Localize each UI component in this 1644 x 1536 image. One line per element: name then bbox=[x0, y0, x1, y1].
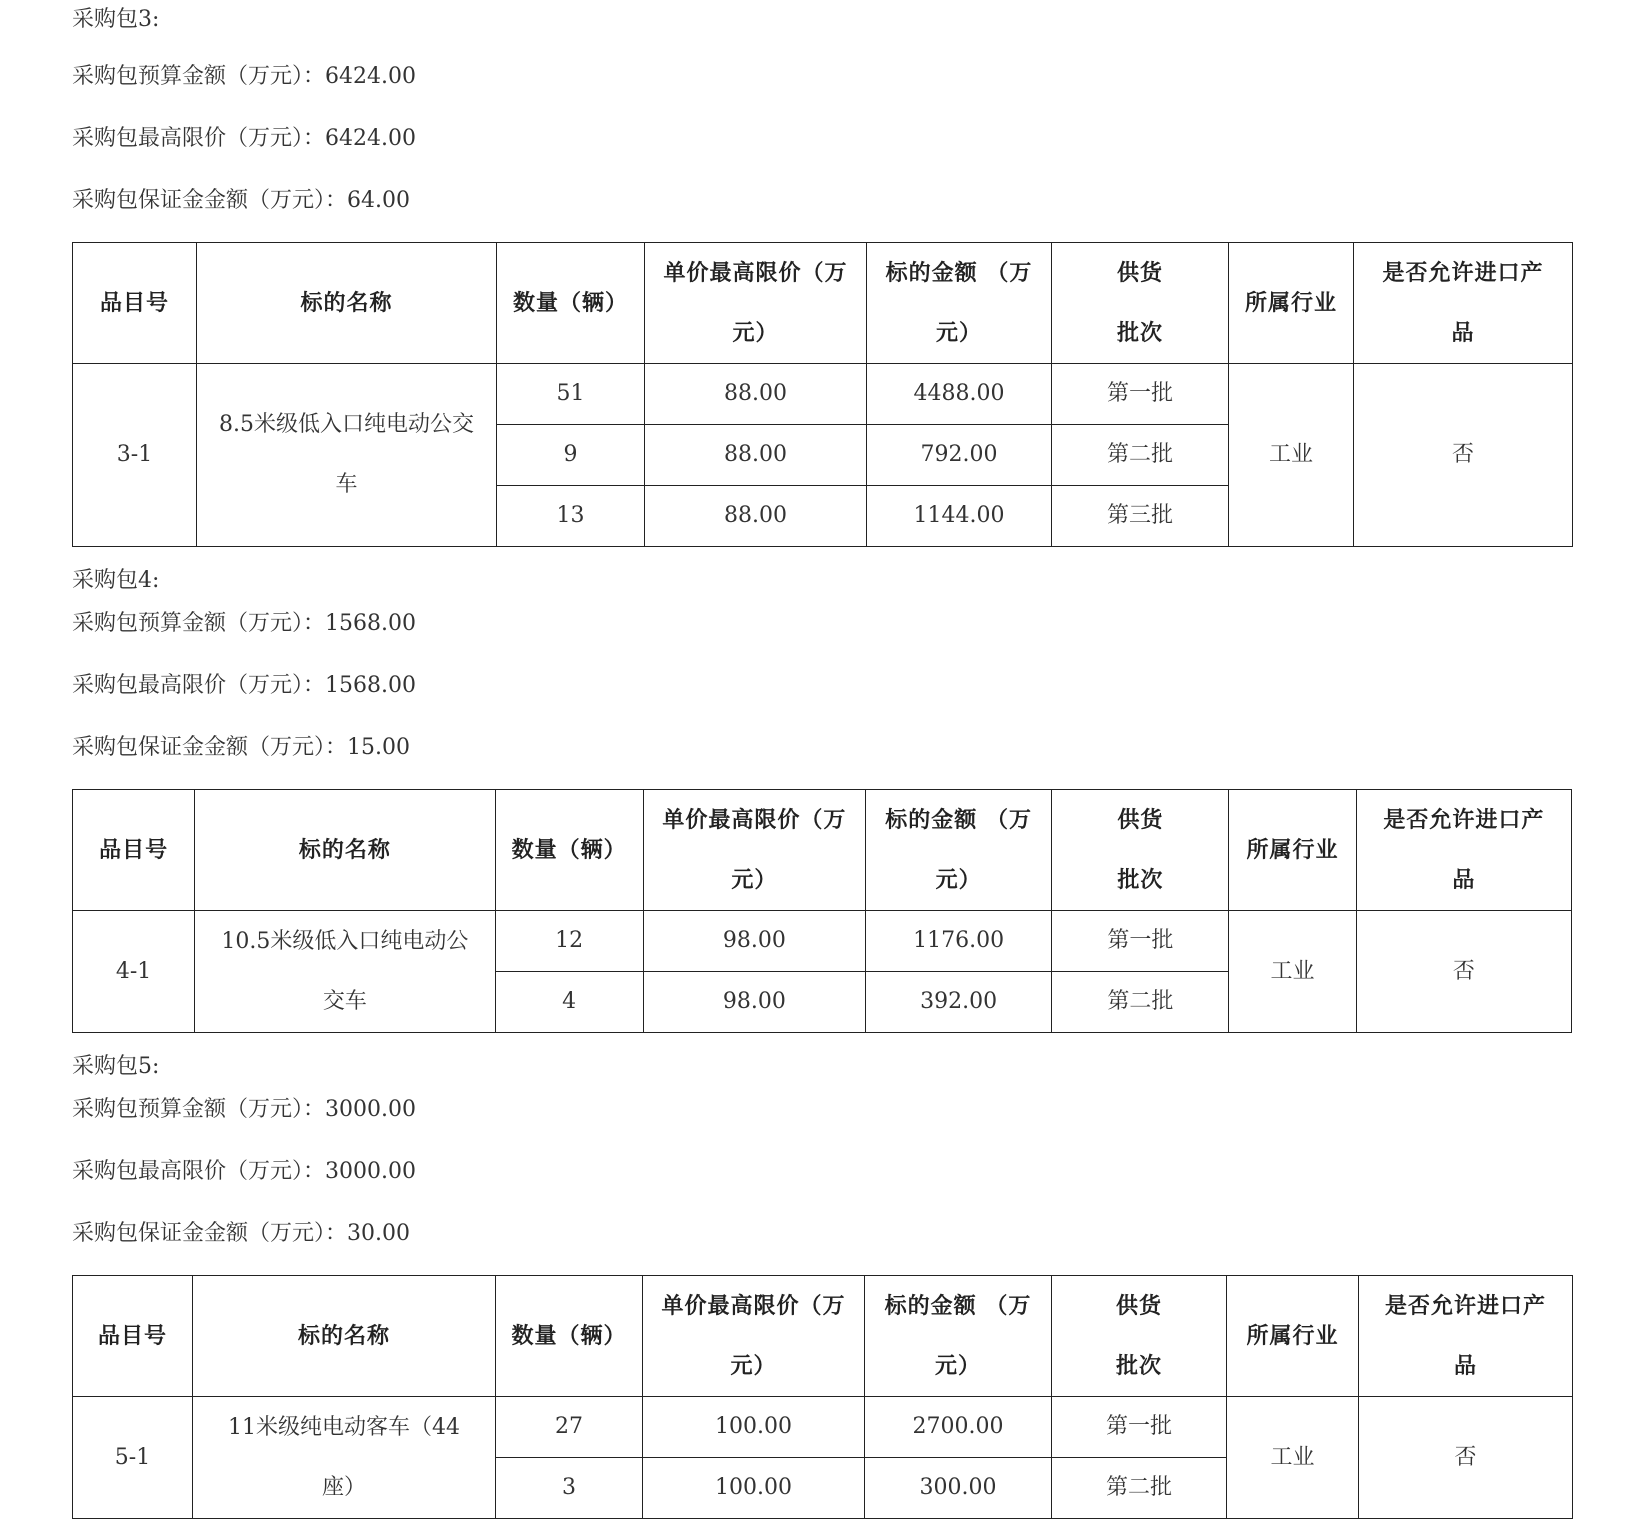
cell-batch: 第三批 bbox=[1052, 486, 1229, 547]
document-body bbox=[72, 0, 1572, 1519]
header-import-line-2: 品 bbox=[1453, 1353, 1477, 1379]
cell-name-line-2: 座） bbox=[321, 1474, 366, 1500]
header-batch bbox=[1052, 243, 1229, 364]
header-import-line-1: 是否允许进口产 bbox=[1383, 807, 1545, 833]
header-batch-line-1: 供货 bbox=[1117, 807, 1164, 833]
cell-qty: 9 bbox=[497, 425, 645, 486]
header-import-line-1: 是否允许进口产 bbox=[1382, 260, 1544, 286]
package-deposit: 采购包保证金金额（万元）：30.00 bbox=[72, 1221, 410, 1246]
package-budget: 采购包预算金额（万元）：1568.00 bbox=[72, 611, 416, 636]
cell-qty: 13 bbox=[497, 486, 645, 547]
cell-amount: 1144.00 bbox=[867, 486, 1052, 547]
header-amount-line-1: 标的金额 （万 bbox=[885, 807, 1032, 833]
header-batch bbox=[1052, 1276, 1227, 1397]
cell-name bbox=[197, 364, 497, 547]
table-header-row bbox=[73, 243, 1573, 364]
header-industry: 所属行业 bbox=[1227, 1276, 1359, 1397]
table-row bbox=[73, 911, 1572, 972]
cell-qty: 4 bbox=[495, 972, 643, 1033]
cell-name-line-2: 车 bbox=[335, 472, 358, 497]
items-table bbox=[72, 242, 1573, 547]
header-amount-line-2: 元） bbox=[935, 320, 982, 346]
cell-amount: 4488.00 bbox=[867, 364, 1052, 425]
header-import bbox=[1356, 790, 1571, 911]
header-unit-price bbox=[645, 243, 867, 364]
cell-name-line-1: 11米级纯电动客车（44 bbox=[228, 1414, 460, 1440]
cell-qty: 3 bbox=[496, 1458, 643, 1519]
header-industry: 所属行业 bbox=[1229, 790, 1356, 911]
header-qty: 数量（辆） bbox=[495, 790, 643, 911]
cell-batch: 第二批 bbox=[1052, 972, 1229, 1033]
header-name: 标的名称 bbox=[193, 1276, 496, 1397]
cell-batch: 第一批 bbox=[1052, 911, 1229, 972]
header-amount bbox=[866, 790, 1052, 911]
header-import-line-2: 品 bbox=[1452, 867, 1476, 893]
header-item-no: 品目号 bbox=[73, 1276, 193, 1397]
package-deposit: 采购包保证金金额（万元）：15.00 bbox=[72, 735, 410, 760]
cell-batch: 第一批 bbox=[1052, 1397, 1227, 1458]
header-amount-line-1: 标的金额 （万 bbox=[885, 260, 1033, 286]
package-max-price: 采购包最高限价（万元）：3000.00 bbox=[72, 1159, 416, 1184]
cell-amount: 1176.00 bbox=[866, 911, 1052, 972]
cell-name-line-1: 8.5米级低入口纯电动公交 bbox=[219, 412, 474, 437]
header-amount bbox=[867, 243, 1052, 364]
cell-unit-price: 100.00 bbox=[643, 1397, 865, 1458]
cell-unit-price: 88.00 bbox=[645, 425, 867, 486]
header-import bbox=[1359, 1276, 1573, 1397]
cell-qty: 12 bbox=[495, 911, 643, 972]
cell-batch: 第一批 bbox=[1052, 364, 1229, 425]
package-label: 采购包4: bbox=[72, 568, 160, 593]
package-max-price: 采购包最高限价（万元）：1568.00 bbox=[72, 673, 416, 698]
header-qty: 数量（辆） bbox=[497, 243, 645, 364]
header-unit-price-line-1: 单价最高限价（万 bbox=[661, 1293, 846, 1319]
cell-industry: 工业 bbox=[1227, 1397, 1359, 1519]
cell-industry: 工业 bbox=[1229, 364, 1354, 547]
header-batch-line-1: 供货 bbox=[1116, 260, 1163, 286]
header-import bbox=[1354, 243, 1573, 364]
package-deposit: 采购包保证金金额（万元）：64.00 bbox=[72, 188, 410, 213]
header-amount-line-2: 元） bbox=[934, 1353, 981, 1379]
table-header-row bbox=[73, 790, 1572, 911]
cell-batch: 第二批 bbox=[1052, 1458, 1227, 1519]
cell-unit-price: 100.00 bbox=[643, 1458, 865, 1519]
header-item-no: 品目号 bbox=[73, 790, 195, 911]
header-industry: 所属行业 bbox=[1229, 243, 1354, 364]
cell-batch: 第二批 bbox=[1052, 425, 1229, 486]
table-row bbox=[73, 1397, 1573, 1458]
table-row bbox=[73, 364, 1573, 425]
header-amount bbox=[865, 1276, 1052, 1397]
header-import-line-2: 品 bbox=[1451, 320, 1475, 346]
cell-import: 否 bbox=[1359, 1397, 1573, 1519]
cell-qty: 51 bbox=[497, 364, 645, 425]
cell-industry: 工业 bbox=[1229, 911, 1356, 1033]
package-section bbox=[72, 0, 1572, 547]
header-item-no: 品目号 bbox=[73, 243, 197, 364]
cell-import: 否 bbox=[1356, 911, 1571, 1033]
items-table bbox=[72, 789, 1572, 1033]
cell-item-no: 3-1 bbox=[73, 364, 197, 547]
cell-name bbox=[195, 911, 495, 1033]
header-unit-price-line-2: 元） bbox=[731, 867, 778, 893]
header-name: 标的名称 bbox=[195, 790, 495, 911]
items-table bbox=[72, 1275, 1573, 1519]
package-section bbox=[72, 1045, 1572, 1519]
cell-amount: 392.00 bbox=[866, 972, 1052, 1033]
cell-import: 否 bbox=[1354, 364, 1573, 547]
cell-amount: 792.00 bbox=[867, 425, 1052, 486]
header-unit-price bbox=[643, 1276, 865, 1397]
cell-amount: 300.00 bbox=[865, 1458, 1052, 1519]
table-header-row bbox=[73, 1276, 1573, 1397]
header-unit-price-line-2: 元） bbox=[730, 1353, 777, 1379]
cell-item-no: 5-1 bbox=[73, 1397, 193, 1519]
cell-amount: 2700.00 bbox=[865, 1397, 1052, 1458]
package-label: 采购包3: bbox=[72, 7, 160, 32]
header-batch bbox=[1052, 790, 1229, 911]
header-unit-price-line-2: 元） bbox=[732, 320, 779, 346]
header-import-line-1: 是否允许进口产 bbox=[1384, 1293, 1546, 1319]
header-unit-price-line-1: 单价最高限价（万 bbox=[662, 807, 847, 833]
header-name: 标的名称 bbox=[197, 243, 497, 364]
header-batch-line-2: 批次 bbox=[1116, 320, 1163, 346]
cell-unit-price: 98.00 bbox=[643, 972, 865, 1033]
header-amount-line-1: 标的金额 （万 bbox=[884, 1293, 1032, 1319]
header-batch-line-2: 批次 bbox=[1117, 867, 1164, 893]
cell-unit-price: 88.00 bbox=[645, 364, 867, 425]
cell-unit-price: 88.00 bbox=[645, 486, 867, 547]
cell-item-no: 4-1 bbox=[73, 911, 195, 1033]
cell-name bbox=[193, 1397, 496, 1519]
cell-qty: 27 bbox=[496, 1397, 643, 1458]
cell-name-line-2: 交车 bbox=[322, 988, 367, 1014]
cell-unit-price: 98.00 bbox=[643, 911, 865, 972]
package-budget: 采购包预算金额（万元）：6424.00 bbox=[72, 64, 416, 89]
package-max-price: 采购包最高限价（万元）：6424.00 bbox=[72, 126, 416, 151]
header-qty: 数量（辆） bbox=[496, 1276, 643, 1397]
header-amount-line-2: 元） bbox=[935, 867, 982, 893]
package-budget: 采购包预算金额（万元）：3000.00 bbox=[72, 1097, 416, 1122]
package-section bbox=[72, 559, 1572, 1033]
header-batch-line-2: 批次 bbox=[1115, 1353, 1162, 1379]
cell-name-line-1: 10.5米级低入口纯电动公 bbox=[221, 928, 469, 954]
package-label: 采购包5: bbox=[72, 1054, 160, 1079]
header-unit-price bbox=[643, 790, 865, 911]
header-unit-price-line-1: 单价最高限价（万 bbox=[663, 260, 848, 286]
header-batch-line-1: 供货 bbox=[1115, 1293, 1162, 1319]
